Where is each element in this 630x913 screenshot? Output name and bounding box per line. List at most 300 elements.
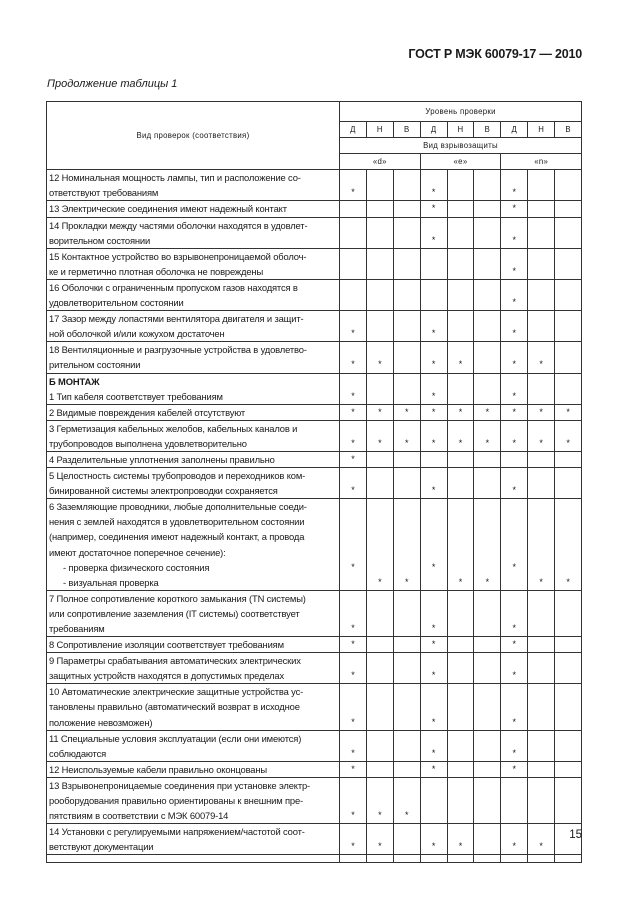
level-header-cell: В (555, 122, 582, 138)
level-mark-cell (555, 311, 582, 342)
level-mark-cell (366, 761, 393, 777)
level-mark-cell (528, 653, 555, 684)
level-mark-cell (555, 499, 582, 591)
level-mark-cell: * (501, 404, 528, 420)
inspection-item (47, 311, 340, 342)
level-mark-cell (366, 637, 393, 653)
level-mark (474, 560, 500, 575)
level-mark-cell: * (420, 404, 447, 420)
table-row (47, 761, 582, 777)
table-row (47, 590, 582, 636)
level-mark-cell: * (474, 420, 501, 451)
level-mark-cell: * (420, 170, 447, 201)
level-mark-cell (474, 653, 501, 684)
item-line: - проверка физического состояния (63, 561, 210, 573)
level-mark-cell (393, 451, 420, 467)
level-mark-cell: * (447, 404, 474, 420)
level-mark-cell (420, 279, 447, 310)
level-mark (555, 560, 581, 575)
level-mark: * (485, 576, 490, 587)
item-line: 3 Герметизация кабельных желобов, кабельных каналов и (49, 422, 298, 434)
level-mark-cell: * (501, 684, 528, 730)
level-mark-cell (474, 170, 501, 201)
level-mark-cell: * (501, 824, 528, 855)
table-tail (393, 855, 420, 863)
level-mark-cell (393, 373, 420, 404)
level-mark-cell: * (393, 420, 420, 451)
level-mark-cell (393, 684, 420, 730)
level-mark-cell (447, 684, 474, 730)
level-mark-cell: * (555, 420, 582, 451)
level-mark-cell: * (501, 590, 528, 636)
inspection-item (47, 279, 340, 310)
level-mark-cell (393, 468, 420, 499)
level-mark-cell (474, 637, 501, 653)
level-mark: * (566, 576, 570, 587)
level-mark-cell: * (501, 653, 528, 684)
inspection-item (47, 404, 340, 420)
level-mark-cell (474, 590, 501, 636)
inspection-item (47, 777, 340, 823)
level-mark-cell: * (366, 824, 393, 855)
level-mark-cell (474, 499, 501, 591)
level-mark-cell (528, 684, 555, 730)
level-mark-cell (447, 451, 474, 467)
level-mark-cell: * (420, 373, 447, 404)
inspection-item (47, 730, 340, 761)
item-line: 15 Контактное устройство во взрывонепроницаемой оболоч- (49, 250, 307, 262)
level-header-cell: Н (528, 122, 555, 138)
table-row (47, 730, 582, 761)
level-mark-cell (555, 730, 582, 761)
protection-header-cell: «e» (420, 154, 501, 170)
table-row (47, 468, 582, 499)
inspection-item (47, 499, 340, 591)
level-mark-cell: * (340, 730, 367, 761)
level-mark-cell (366, 279, 393, 310)
level-mark-cell (447, 499, 474, 591)
level-mark-cell (528, 468, 555, 499)
item-line: 4 Разделительные уплотнения заполнены правильно (49, 453, 275, 465)
item-line: 11 Специальные условия эксплуатации (если они имеются) (49, 732, 302, 744)
level-mark-cell: * (474, 404, 501, 420)
level-mark-cell (447, 201, 474, 217)
level-mark-cell (393, 653, 420, 684)
level-mark-cell: * (420, 637, 447, 653)
level-mark-cell: * (501, 201, 528, 217)
level-mark-cell (340, 248, 367, 279)
level-mark-cell (474, 373, 501, 404)
level-mark-cell (474, 279, 501, 310)
level-mark-cell: * (501, 279, 528, 310)
level-mark-cell (474, 777, 501, 823)
level-mark-cell: * (420, 468, 447, 499)
level-mark-cell (555, 761, 582, 777)
level-mark-cell (366, 653, 393, 684)
level-mark (421, 575, 447, 590)
inspection-item (47, 468, 340, 499)
level-mark-cell (555, 684, 582, 730)
level-mark-cell (474, 248, 501, 279)
level-mark-cell (340, 499, 367, 591)
level-mark-cell (393, 217, 420, 248)
level-mark (340, 575, 366, 590)
level-mark-cell (447, 730, 474, 761)
item-line: 8 Сопротивление изоляции соответствует требованиям (49, 639, 284, 651)
level-mark-cell (366, 373, 393, 404)
item-line: 13 Взрывонепроницаемые соединения при установке электр- (49, 779, 310, 791)
level-mark-cell: * (340, 342, 367, 373)
inspection-item (47, 637, 340, 653)
inspection-item (47, 824, 340, 855)
item-line: тановлены правильно (автоматический возврат в исходное (49, 701, 300, 713)
inspection-item (47, 684, 340, 730)
level-mark-cell: * (501, 637, 528, 653)
level-mark-cell (420, 451, 447, 467)
item-line: ветствуют документации (49, 841, 154, 853)
table-row (47, 684, 582, 730)
table-row (47, 279, 582, 310)
level-mark: * (539, 576, 543, 587)
level-mark-cell (474, 342, 501, 373)
level-mark-cell: * (420, 342, 447, 373)
item-line: бинированной системы электропроводки сохраняется (49, 485, 278, 497)
level-mark-cell: * (420, 311, 447, 342)
level-mark-cell: * (366, 777, 393, 823)
level-title: Уровень проверки (340, 102, 582, 122)
table-row (47, 777, 582, 823)
level-mark-cell (340, 217, 367, 248)
level-mark-cell: * (340, 451, 367, 467)
level-mark-cell (528, 279, 555, 310)
level-mark-cell: * (340, 404, 367, 420)
table-tail (366, 855, 393, 863)
item-line: 17 Зазор между лопастями вентилятора двигателя и защит- (49, 313, 304, 325)
item-line: 12 Номинальная мощность лампы, тип и расположение со- (49, 172, 301, 184)
level-mark-cell (447, 311, 474, 342)
table-row (47, 217, 582, 248)
level-mark-cell (393, 761, 420, 777)
level-mark-cell (528, 777, 555, 823)
level-mark-cell: * (366, 404, 393, 420)
item-line: Б МОНТАЖ (49, 375, 100, 387)
level-mark-cell (501, 451, 528, 467)
level-mark-cell: * (340, 637, 367, 653)
item-line: удовлетворительном состоянии (49, 297, 184, 309)
table-row (47, 201, 582, 217)
level-mark-cell (393, 590, 420, 636)
level-mark-cell (474, 217, 501, 248)
level-mark-cell (555, 590, 582, 636)
level-mark-cell: * (420, 420, 447, 451)
level-mark-cell (528, 248, 555, 279)
inspection-item (47, 451, 340, 467)
table-row (47, 373, 582, 404)
table-row (47, 170, 582, 201)
table-continuation-caption: Продолжение таблицы 1 (47, 78, 178, 90)
level-mark-cell (474, 451, 501, 467)
item-line: ной оболочкой и/или кожухом достаточен (49, 328, 225, 340)
level-mark-cell (528, 637, 555, 653)
inspection-item (47, 653, 340, 684)
level-mark-cell (555, 653, 582, 684)
item-line: 2 Видимые повреждения кабелей отсутствуют (49, 406, 246, 418)
level-mark-cell: * (340, 590, 367, 636)
level-mark-cell (393, 311, 420, 342)
level-mark-cell: * (340, 824, 367, 855)
inspection-item (47, 342, 340, 373)
inspection-item (47, 170, 340, 201)
level-mark-cell (528, 170, 555, 201)
item-line: положение невозможен) (49, 716, 153, 728)
level-mark-cell (366, 451, 393, 467)
level-mark-cell: * (501, 373, 528, 404)
level-mark-cell (555, 637, 582, 653)
level-mark-cell: * (501, 170, 528, 201)
level-mark-cell (340, 201, 367, 217)
level-mark-cell (447, 248, 474, 279)
level-mark-cell (474, 824, 501, 855)
table-row (47, 499, 582, 591)
level-mark-cell (366, 499, 393, 591)
level-mark-cell: * (501, 761, 528, 777)
level-header-cell: Д (340, 122, 367, 138)
level-mark-cell (501, 777, 528, 823)
inspection-table (46, 101, 582, 863)
level-header-cell: Д (501, 122, 528, 138)
level-mark-cell (555, 342, 582, 373)
level-mark-cell (555, 279, 582, 310)
level-mark-cell (393, 499, 420, 591)
table-row (47, 420, 582, 451)
level-header-cell: В (393, 122, 420, 138)
level-mark-cell: * (501, 311, 528, 342)
table-tail (340, 855, 367, 863)
level-mark-cell: * (420, 824, 447, 855)
level-mark-cell (393, 248, 420, 279)
item-line: 14 Прокладки между частями оболочки находятся в удовлет- (49, 219, 308, 231)
level-mark-cell: * (340, 170, 367, 201)
table-row (47, 311, 582, 342)
level-mark-cell (474, 730, 501, 761)
level-mark-cell: * (501, 248, 528, 279)
level-mark-cell (474, 761, 501, 777)
level-mark-cell (393, 342, 420, 373)
level-mark-cell: * (420, 684, 447, 730)
level-mark-cell (393, 824, 420, 855)
item-line: 7 Полное сопротивление короткого замыкания (TN системы) (49, 592, 306, 604)
inspection-item (47, 217, 340, 248)
level-mark-cell: * (420, 217, 447, 248)
level-mark-cell (555, 248, 582, 279)
level-mark-cell (447, 373, 474, 404)
item-line: 18 Вентиляционные и разгрузочные устройства в удовлетво- (49, 344, 307, 356)
table-tail (555, 855, 582, 863)
item-line: пятствиям в соответствии с МЭК 60079-14 (49, 810, 229, 822)
table-tail (447, 855, 474, 863)
level-mark (528, 560, 554, 575)
level-mark-cell (447, 590, 474, 636)
item-line: 6 Заземляющие проводники, любые дополнительные соеди- (49, 501, 307, 513)
level-mark-cell (366, 248, 393, 279)
item-line: трубопроводов выполнена удовлетворительно (49, 437, 247, 449)
item-line: рооборудования правильно ориентированы к внешним пре- (49, 795, 304, 807)
level-mark: * (404, 576, 409, 587)
level-mark-cell (393, 170, 420, 201)
level-mark-cell: * (340, 420, 367, 451)
level-mark-cell: * (528, 824, 555, 855)
level-mark-cell (528, 201, 555, 217)
level-header-cell: Н (366, 122, 393, 138)
table-tail (501, 855, 528, 863)
level-mark-cell: * (447, 824, 474, 855)
level-header-cell: В (474, 122, 501, 138)
level-mark-cell (474, 201, 501, 217)
inspection-item (47, 590, 340, 636)
level-mark (367, 560, 393, 575)
table-row (47, 637, 582, 653)
level-mark-cell (447, 653, 474, 684)
standard-designation: ГОСТ Р МЭК 60079-17 — 2010 (408, 47, 582, 61)
level-mark-cell: * (528, 420, 555, 451)
item-line: имеют достаточное поперечное сечение): (49, 546, 226, 558)
level-mark-cell: * (340, 761, 367, 777)
level-mark-cell (420, 777, 447, 823)
item-line: 9 Параметры срабатывания автоматических электрических (49, 655, 301, 667)
table-tail (474, 855, 501, 863)
protection-title: Вид взрывозащиты (340, 138, 582, 154)
level-mark: * (512, 561, 517, 572)
table-row (47, 404, 582, 420)
level-mark-cell (366, 170, 393, 201)
item-line: соблюдаются (49, 747, 107, 759)
level-mark-cell: * (420, 653, 447, 684)
level-mark-cell (340, 279, 367, 310)
level-mark-cell (447, 217, 474, 248)
level-mark-cell: * (555, 404, 582, 420)
level-mark (448, 560, 474, 575)
level-mark-cell (420, 248, 447, 279)
level-mark-cell (555, 468, 582, 499)
level-mark-cell (555, 777, 582, 823)
level-mark-cell: * (501, 342, 528, 373)
level-mark-cell: * (528, 342, 555, 373)
inspection-item (47, 420, 340, 451)
level-mark-cell (393, 637, 420, 653)
level-mark-cell (528, 311, 555, 342)
level-mark-cell (366, 201, 393, 217)
inspection-item (47, 248, 340, 279)
item-line: (например, соединения имеют надежный контакт, а провода (49, 531, 305, 543)
protection-header-cell: «n» (501, 154, 582, 170)
level-mark-cell: * (447, 342, 474, 373)
level-mark-cell (528, 590, 555, 636)
item-line: ответствуют требованиям (49, 187, 159, 199)
table-row (47, 451, 582, 467)
level-mark-cell: * (420, 201, 447, 217)
level-mark-cell (366, 684, 393, 730)
level-mark-cell (474, 684, 501, 730)
level-mark-cell (528, 761, 555, 777)
level-mark-cell: * (340, 684, 367, 730)
inspection-item (47, 761, 340, 777)
level-mark-cell (474, 311, 501, 342)
level-mark-cell (447, 279, 474, 310)
item-line: 13 Электрические соединения имеют надежный контакт (49, 203, 287, 215)
protection-header-cell: «d» (340, 154, 421, 170)
level-mark: * (351, 561, 355, 572)
level-header-cell: Д (420, 122, 447, 138)
level-mark-cell (447, 761, 474, 777)
level-mark-cell: * (366, 420, 393, 451)
level-mark-cell: * (393, 404, 420, 420)
level-mark: * (458, 576, 463, 587)
level-mark-cell (366, 311, 393, 342)
item-line: 5 Целостность системы трубопроводов и переходников ком- (49, 470, 306, 482)
level-mark-cell (366, 217, 393, 248)
level-mark-cell (447, 777, 474, 823)
item-line: 14 Установки с регулируемыми напряжением/частотой соот- (49, 826, 305, 838)
level-mark (394, 560, 420, 575)
table-row (47, 342, 582, 373)
level-mark-cell: * (447, 420, 474, 451)
level-mark-cell (366, 730, 393, 761)
level-mark: * (431, 561, 436, 572)
level-mark-cell (393, 201, 420, 217)
item-line: требованиям (49, 623, 105, 634)
level-mark-cell (501, 499, 528, 591)
level-mark-cell (393, 279, 420, 310)
level-mark-cell: * (340, 373, 367, 404)
level-mark-cell: * (420, 761, 447, 777)
level-mark-cell: * (340, 777, 367, 823)
level-mark-cell: * (420, 590, 447, 636)
level-mark-cell (366, 590, 393, 636)
inspection-item (47, 201, 340, 217)
item-line: - визуальная проверка (63, 576, 159, 588)
level-mark-cell (555, 451, 582, 467)
page-number: 15 (569, 829, 582, 841)
level-mark-cell: * (501, 420, 528, 451)
item-line: ке и герметично плотная оболочка не повреждены (49, 265, 264, 277)
level-mark-cell (528, 499, 555, 591)
level-mark-cell (447, 170, 474, 201)
level-mark-cell (393, 730, 420, 761)
column-title: Вид проверок (соответствия) (47, 102, 340, 170)
item-line: защитных устройств находятся в допустимых пределах (49, 670, 285, 682)
level-mark-cell: * (501, 730, 528, 761)
item-line: 10 Автоматические электрические защитные устройства ус- (49, 686, 304, 698)
table-tail (420, 855, 447, 863)
level-mark-cell (555, 170, 582, 201)
inspection-item (47, 373, 340, 404)
level-mark (501, 575, 527, 590)
level-header-cell: Н (447, 122, 474, 138)
item-line: 16 Оболочки с ограниченным пропуском газов находятся в (49, 281, 298, 293)
level-mark-cell (474, 468, 501, 499)
level-mark-cell (528, 373, 555, 404)
table-row (47, 824, 582, 855)
item-line: 1 Тип кабеля соответствует требованиям (49, 390, 223, 402)
level-mark-cell (528, 217, 555, 248)
table-tail (528, 855, 555, 863)
level-mark-cell: * (528, 404, 555, 420)
level-mark-cell (366, 468, 393, 499)
table-tail (47, 855, 340, 863)
table-row (47, 248, 582, 279)
level-mark-cell (555, 373, 582, 404)
item-line: нения с землей находятся в удовлетворительном состоянии (49, 516, 305, 528)
